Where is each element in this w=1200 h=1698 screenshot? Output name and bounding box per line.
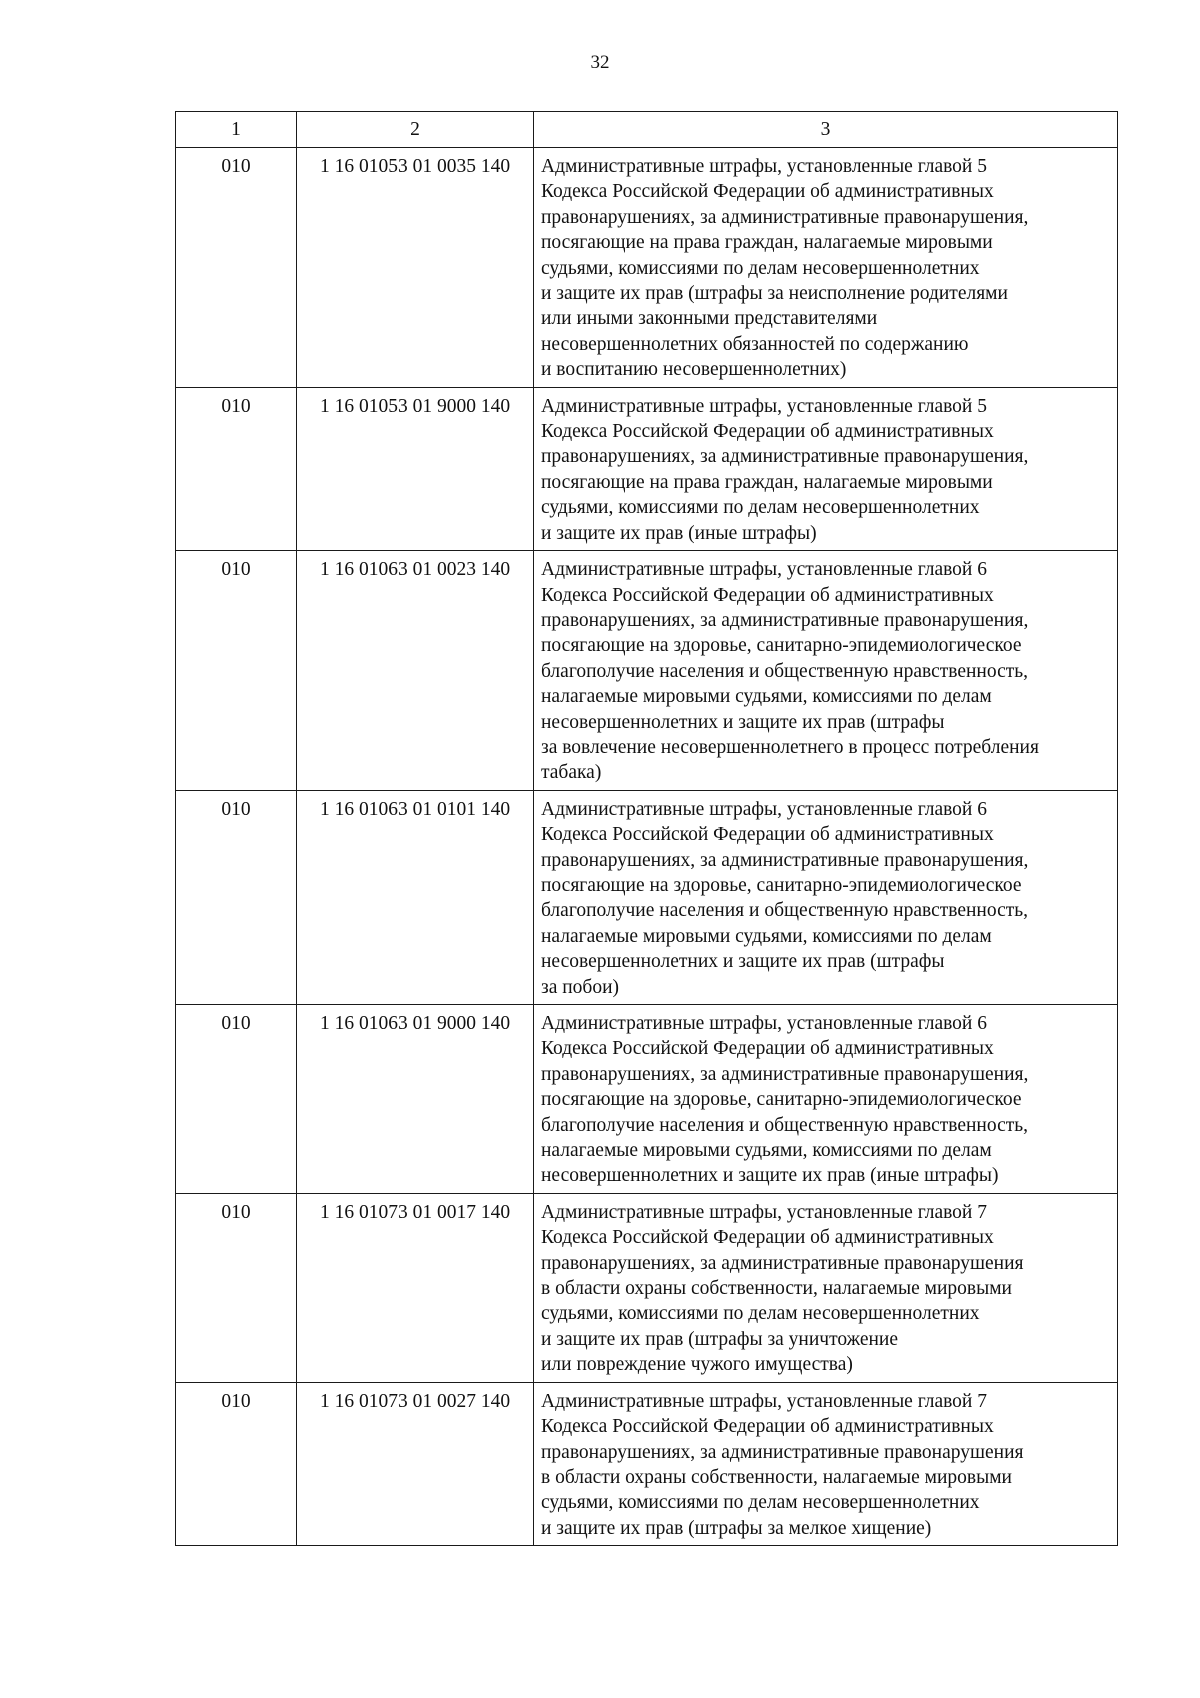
description-line: за вовлечение несовершеннолетнего в процесс потребления — [541, 736, 1039, 758]
description-line: правонарушениях, за административные правонарушения, — [541, 609, 1029, 631]
description-line: Административные штрафы, установленные главой 7 — [541, 1390, 987, 1412]
description-line: Административные штрафы, установленные главой 5 — [541, 395, 987, 417]
description-line: Кодекса Российской Федерации об административных — [541, 1416, 994, 1438]
admin-code-cell: 010 — [176, 551, 297, 791]
description-line: несовершеннолетних и защите их прав (иные штрафы) — [541, 1165, 999, 1187]
description-line: и защите их прав (штрафы за уничтожение — [541, 1328, 899, 1350]
description-line: Кодекса Российской Федерации об административных — [541, 181, 994, 203]
admin-code-cell: 010 — [176, 387, 297, 550]
description-line: правонарушениях, за административные правонарушения — [541, 1252, 1024, 1274]
description-line: судьями, комиссиями по делам несовершеннолетних — [541, 1303, 980, 1325]
description-line: Административные штрафы, установленные главой 6 — [541, 798, 987, 820]
page-number: 32 — [590, 52, 610, 73]
description-line: Кодекса Российской Федерации об административных — [541, 584, 994, 606]
kbk-code-cell: 1 16 01063 01 9000 140 — [297, 1005, 534, 1194]
description-line: Кодекса Российской Федерации об административных — [541, 1227, 994, 1249]
column-header-1: 1 — [176, 112, 297, 148]
table-row — [176, 1005, 1118, 1194]
description-line: и защите их прав (иные штрафы) — [541, 522, 817, 544]
table-body — [176, 112, 1118, 1546]
description-line: правонарушениях, за административные правонарушения, — [541, 849, 1029, 871]
description-line: судьями, комиссиями по делам несовершеннолетних — [541, 257, 980, 279]
description-line: правонарушениях, за административные правонарушения, — [541, 1063, 1029, 1085]
description-line: посягающие на права граждан, налагаемые мировыми — [541, 471, 993, 493]
description-line: Административные штрафы, установленные главой 6 — [541, 1013, 987, 1034]
description-line: несовершеннолетних обязанностей по содержанию — [541, 333, 969, 355]
description-line: налагаемые мировыми судьями, комиссиями по делам — [541, 1140, 992, 1162]
description-line: несовершеннолетних и защите их прав (штрафы — [541, 951, 945, 973]
description-line: Административные штрафы, установленные главой 7 — [541, 1201, 987, 1223]
description-line: правонарушениях, за административные правонарушения, — [541, 206, 1029, 228]
kbk-code-cell: 1 16 01073 01 0017 140 — [297, 1193, 534, 1382]
description-line: в области охраны собственности, налагаемые мировыми — [541, 1466, 1012, 1488]
description-line: Административные штрафы, установленные главой 5 — [541, 156, 987, 177]
description-line: правонарушениях, за административные правонарушения, — [541, 446, 1029, 468]
description-line: посягающие на здоровье, санитарно-эпидемиологическое — [541, 635, 1022, 657]
admin-code-cell: 010 — [176, 1193, 297, 1382]
description-line: посягающие на права граждан, налагаемые мировыми — [541, 232, 993, 254]
table-row — [176, 790, 1118, 1004]
description-line: налагаемые мировыми судьями, комиссиями по делам — [541, 925, 992, 947]
description-cell — [534, 148, 1118, 388]
kbk-code-cell: 1 16 01063 01 0101 140 — [297, 790, 534, 1004]
kbk-code-cell: 1 16 01063 01 0023 140 — [297, 551, 534, 791]
description-line: посягающие на здоровье, санитарно-эпидемиологическое — [541, 874, 1022, 896]
description-line: благополучие населения и общественную нравственность, — [541, 1114, 1029, 1136]
description-line: и защите их прав (штрафы за неисполнение родителями — [541, 283, 1008, 305]
description-line: правонарушениях, за административные правонарушения — [541, 1441, 1024, 1463]
description-cell — [534, 790, 1118, 1004]
column-header-2: 2 — [297, 112, 534, 148]
table-row — [176, 551, 1118, 791]
revenue-codes-table — [175, 111, 1118, 1546]
description-line: несовершеннолетних и защите их прав (штрафы — [541, 711, 945, 733]
admin-code-cell: 010 — [176, 148, 297, 388]
description-line: судьями, комиссиями по делам несовершеннолетних — [541, 1492, 980, 1514]
description-cell — [534, 1005, 1118, 1194]
kbk-code-cell: 1 16 01053 01 0035 140 — [297, 148, 534, 388]
description-line: или повреждение чужого имущества) — [541, 1354, 853, 1376]
description-line: и защите их прав (штрафы за мелкое хищение) — [541, 1517, 932, 1539]
description-line: за побои) — [541, 976, 620, 998]
admin-code-cell: 010 — [176, 1005, 297, 1194]
description-line: судьями, комиссиями по делам несовершеннолетних — [541, 497, 980, 519]
admin-code-cell: 010 — [176, 1382, 297, 1545]
description-cell — [534, 387, 1118, 550]
description-line: Кодекса Российской Федерации об административных — [541, 1038, 994, 1060]
description-cell — [534, 551, 1118, 791]
admin-code-cell: 010 — [176, 790, 297, 1004]
description-cell — [534, 1382, 1118, 1545]
description-line: посягающие на здоровье, санитарно-эпидемиологическое — [541, 1089, 1022, 1111]
column-header-3: 3 — [534, 112, 1118, 148]
description-line: Административные штрафы, установленные главой 6 — [541, 559, 987, 581]
table-row — [176, 1382, 1118, 1545]
description-line: налагаемые мировыми судьями, комиссиями по делам — [541, 686, 992, 708]
description-line: или иными законными представителями — [541, 308, 878, 330]
table-row — [176, 148, 1118, 388]
description-line: табака) — [541, 762, 602, 784]
description-line: и воспитанию несовершеннолетних) — [541, 359, 847, 381]
table-header-row — [176, 112, 1118, 148]
table-row — [176, 1193, 1118, 1382]
table-row — [176, 387, 1118, 550]
description-line: Кодекса Российской Федерации об административных — [541, 824, 994, 846]
description-cell — [534, 1193, 1118, 1382]
description-line: благополучие населения и общественную нравственность, — [541, 660, 1029, 682]
kbk-code-cell: 1 16 01053 01 9000 140 — [297, 387, 534, 550]
description-line: в области охраны собственности, налагаемые мировыми — [541, 1278, 1012, 1300]
description-line: благополучие населения и общественную нравственность, — [541, 900, 1029, 922]
description-line: Кодекса Российской Федерации об административных — [541, 421, 994, 443]
kbk-code-cell: 1 16 01073 01 0027 140 — [297, 1382, 534, 1545]
